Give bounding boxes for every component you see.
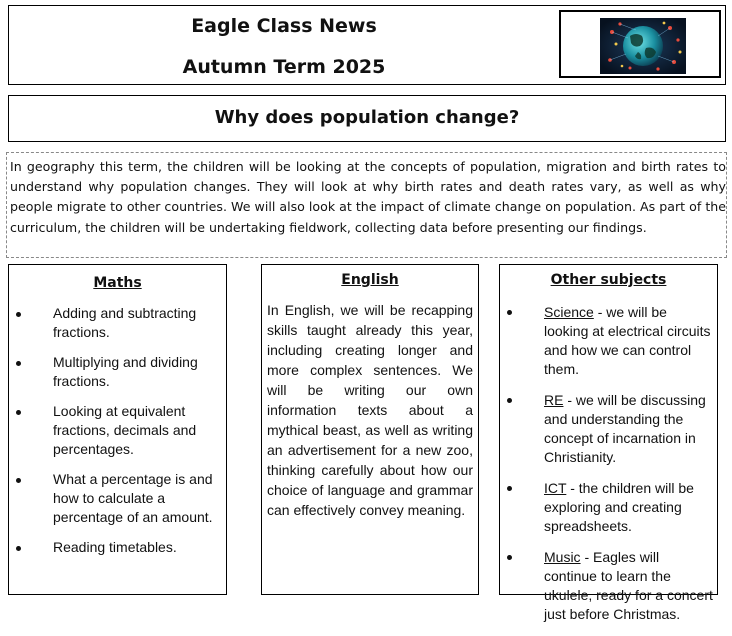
list-item bbox=[544, 548, 714, 624]
list-item bbox=[544, 479, 714, 536]
class-name-heading: Eagle Class News bbox=[191, 15, 377, 37]
subject-description: - we will be discussing and understanding the concept of incarnation in Christianity. bbox=[544, 392, 706, 465]
subject-description: - the children will be exploring and creating spreadsheets. bbox=[544, 480, 694, 534]
logo-frame bbox=[559, 10, 721, 78]
bullet-icon bbox=[507, 555, 512, 560]
subject-description: - we will be looking at electrical circuits and how we can control them. bbox=[544, 304, 711, 377]
newsletter-header bbox=[8, 5, 726, 85]
list-item-text: What a percentage is and how to calculate a percentage of an amount. bbox=[53, 471, 213, 525]
subject-name: ICT bbox=[544, 480, 567, 496]
list-item-text: Reading timetables. bbox=[53, 539, 177, 555]
list-item-text: Looking at equivalent fractions, decimals and percentages. bbox=[53, 403, 197, 457]
english-heading: English bbox=[341, 272, 399, 288]
subject-name: RE bbox=[544, 392, 564, 408]
subject-name: Music bbox=[544, 549, 581, 565]
intro-paragraph: In geography this term, the children will be looking at the concepts of population, migration and birth rates to understand why population changes. They will look at why birth rates and death rates vary, as well as why people migrate to other countries. We will also look at the impact of climate change on population. As part of the curriculum, the children will be undertaking fieldwork, collecting data before presenting our findings. bbox=[6, 152, 727, 258]
list-item bbox=[53, 538, 223, 557]
subject-name: Science bbox=[544, 304, 594, 320]
maths-list bbox=[53, 304, 223, 568]
maths-heading: Maths bbox=[93, 275, 142, 291]
subject-description: - Eagles will continue to learn the ukulele, ready for a concert just before Christmas. bbox=[544, 549, 713, 622]
english-column bbox=[261, 264, 479, 595]
list-item bbox=[544, 391, 714, 467]
list-item-text: Adding and subtracting fractions. bbox=[53, 305, 197, 340]
bullet-icon bbox=[507, 486, 512, 491]
list-item bbox=[544, 303, 714, 379]
list-item bbox=[53, 353, 223, 391]
english-text: In English, we will be recapping skills taught already this year, including creating longer and more complex sentences. We will be writing our own information texts about a mythical beast, as well as writing an advertisement for a new zoo, thinking carefully about how our choice of language and grammar can effectively convey meaning. bbox=[267, 302, 473, 518]
globe-network-icon bbox=[600, 18, 686, 74]
list-item bbox=[53, 402, 223, 459]
term-heading: Autumn Term 2025 bbox=[182, 56, 386, 78]
bullet-icon bbox=[16, 478, 21, 483]
list-item bbox=[53, 304, 223, 342]
list-item bbox=[53, 470, 223, 527]
bullet-icon bbox=[16, 312, 21, 317]
other-subjects-heading: Other subjects bbox=[550, 272, 667, 288]
bullet-icon bbox=[507, 310, 512, 315]
list-item-text: Multiplying and dividing fractions. bbox=[53, 354, 198, 389]
bullet-icon bbox=[16, 546, 21, 551]
topic-title-box bbox=[8, 95, 726, 142]
other-subjects-column bbox=[499, 264, 718, 622]
maths-column bbox=[8, 264, 227, 595]
bullet-icon bbox=[16, 410, 21, 415]
bullet-icon bbox=[16, 361, 21, 366]
topic-title: Why does population change? bbox=[214, 107, 520, 128]
bullet-icon bbox=[507, 398, 512, 403]
other-subjects-list bbox=[544, 303, 714, 636]
